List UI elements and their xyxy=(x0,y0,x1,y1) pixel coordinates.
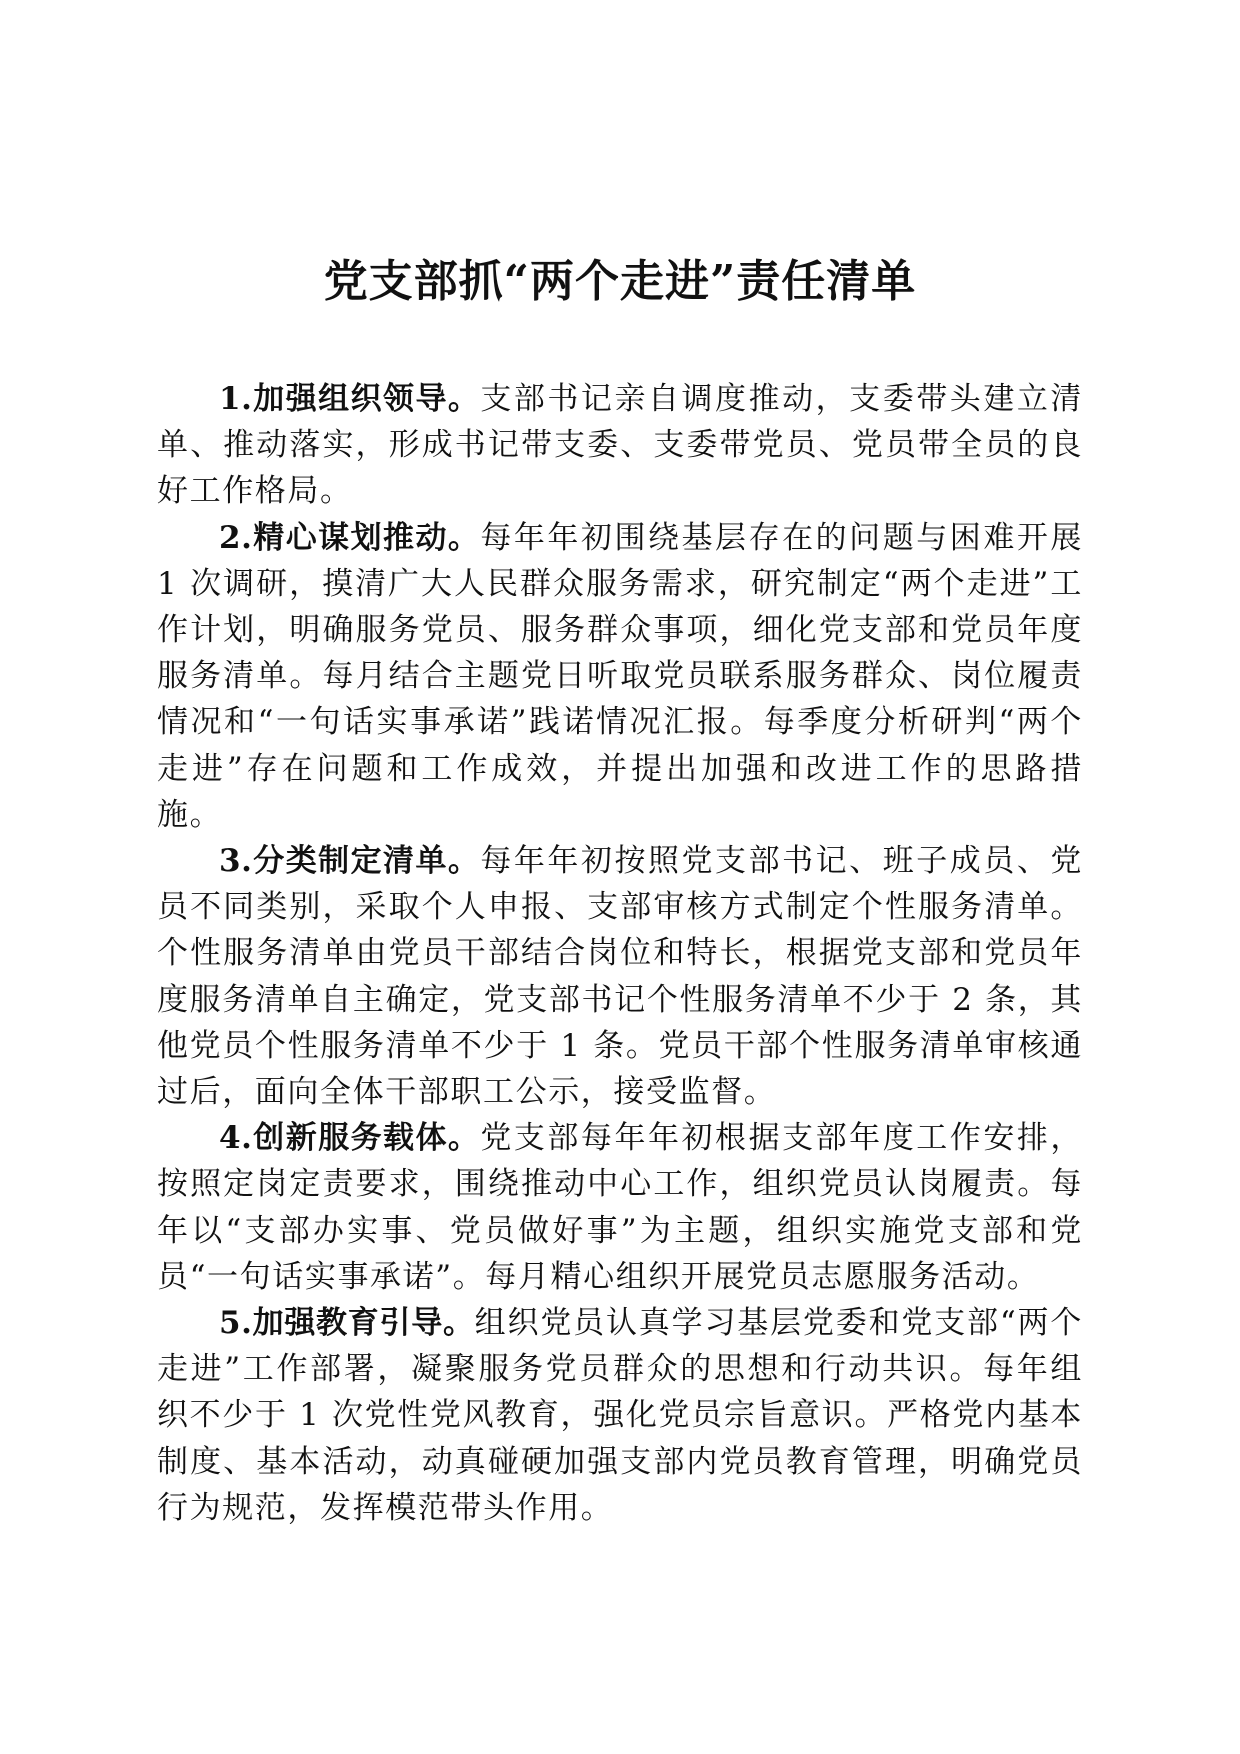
paragraph-text: 每年年初围绕基层存在的问题与困难开展 1 次调研，摸清广大人民群众服务需求，研究制定“两个走进”工作计划，明确服务党员、服务群众事项，细化党支部和党员年度服务清单。每月结合主题党日听取党员联系服务群众、岗位履责情况和“一句话实事承诺”践诺情况汇报。每季度分析研判“两个走进”存在问题和工作成效，并提出加强和改进工作的思路措施。 xyxy=(157,519,1083,833)
paragraph-heading: 3.分类制定清单。 xyxy=(219,843,481,880)
paragraph-text: 支部书记亲自调度推动，支委带头建立清单、推动落实，形成书记带支委、支委带党员、党员带全员的良好工作格局。 xyxy=(157,381,1083,510)
paragraph-heading: 4.创新服务载体。 xyxy=(219,1120,481,1157)
paragraph-1 xyxy=(157,376,1083,515)
paragraph-5 xyxy=(157,1300,1083,1531)
document-title: 党支部抓“两个走进”责任清单 xyxy=(323,256,917,307)
paragraph-heading: 2.精心谋划推动。 xyxy=(219,519,481,556)
paragraph-text: 组织党员认真学习基层党委和党支部“两个走进”工作部署，凝聚服务党员群众的思想和行动共识。每年组织不少于 1 次党性党风教育，强化党员宗旨意识。严格党内基本制度、基本活动，动真碰硬加强支部内党员教育管理，明确党员行为规范，发挥模范带头作用。 xyxy=(157,1305,1083,1526)
paragraph-4 xyxy=(157,1115,1083,1300)
paragraph-text: 每年年初按照党支部书记、班子成员、党员不同类别，采取个人申报、支部审核方式制定个性服务清单。个性服务清单由党员干部结合岗位和特长，根据党支部和党员年度服务清单自主确定，党支部书记个性服务清单不少于 2 条，其他党员个性服务清单不少于 1 条。党员干部个性服务清单审核通过后，面向全体干部职工公示，接受监督。 xyxy=(157,843,1083,1111)
document-body xyxy=(157,376,1083,1531)
paragraph-heading: 1.加强组织领导。 xyxy=(219,381,481,417)
paragraph-text: 党支部每年年初根据支部年度工作安排，按照定岗定责要求，围绕推动中心工作，组织党员认岗履责。每年以“支部办实事、党员做好事”为主题，组织实施党支部和党员“一句话实事承诺”。每月精心组织开展党员志愿服务活动。 xyxy=(157,1120,1083,1295)
paragraph-heading: 5.加强教育引导。 xyxy=(219,1305,475,1342)
paragraph-3 xyxy=(157,838,1083,1115)
paragraph-2 xyxy=(157,515,1083,838)
